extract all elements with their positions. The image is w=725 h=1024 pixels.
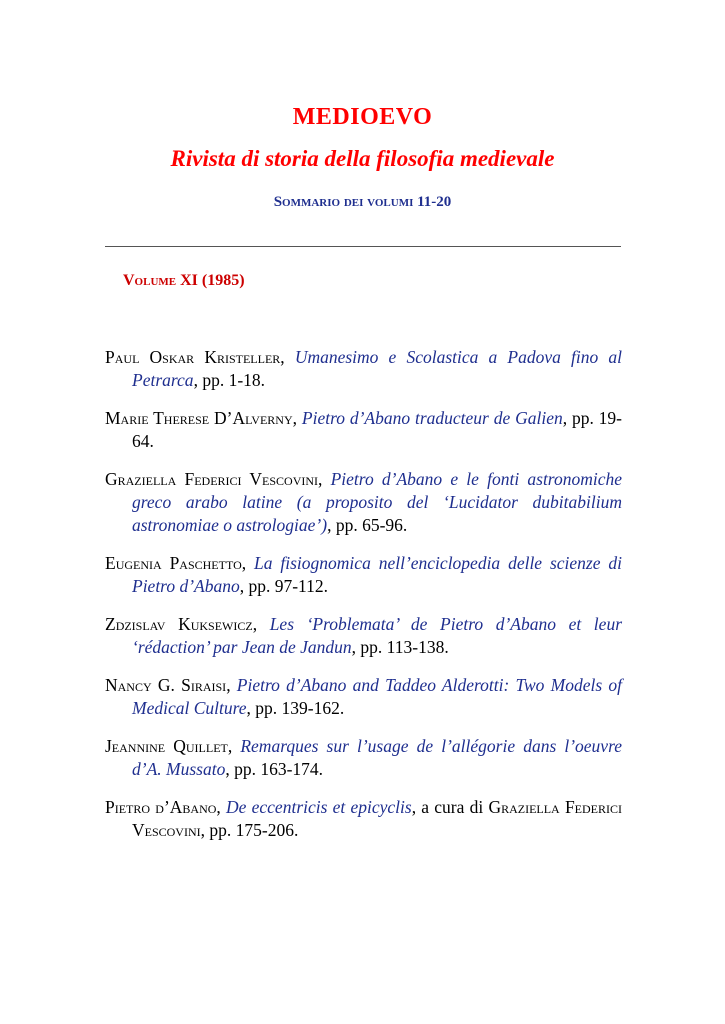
separator: , [280,347,295,367]
journal-subtitle: Rivista di storia della filosofia medievale [170,146,555,171]
separator: , [241,553,255,573]
article-pages: , pp. 19-64. [132,408,623,451]
article-pages: , pp. 97-112. [239,576,329,596]
article-edited-by: , a cura di [411,797,489,817]
article-entry [105,674,622,720]
article-author: Eugenia Paschetto [105,553,242,573]
article-author: Graziella Federici Vescovini [105,469,319,489]
article-pages: , pp. 113-138. [351,637,449,657]
separator: , [252,614,270,634]
article-entry [105,613,622,659]
separator: , [216,797,227,817]
article-pages: , pp. 175-206. [200,820,299,840]
article-title: De eccentricis et epicyclis [226,797,412,817]
article-entry [105,796,622,842]
article-pages: , pp. 139-162. [246,698,345,718]
article-author: Nancy G. Siraisi [105,675,227,695]
article-entry [105,407,622,453]
separator: , [226,675,237,695]
article-author: Pietro d’Abano [105,797,217,817]
volume-heading: Volume XI (1985) [123,272,245,289]
horizontal-rule [105,246,621,247]
article-title: La fisiognomica nell’enciclopedia delle scienze di Pietro d’Abano [132,553,622,596]
article-author: Jeannine Quillet [105,736,228,756]
article-title: Umanesimo e Scolastica a Padova fino al Petrarca [132,347,622,390]
article-entry [105,468,622,537]
article-title: Les ‘Problemata’ de Pietro d’Abano et leur ‘rédaction’ par Jean de Jandun [132,614,622,657]
article-title: Remarques sur l’usage de l’allégorie dans l’oeuvre d’A. Mussato [132,736,623,779]
article-title: Pietro d’Abano traducteur de Galien [301,408,563,428]
separator: , [318,469,331,489]
article-pages: , pp. 163-174. [225,759,324,779]
article-author: Marie Therese D’Alverny [105,408,293,428]
article-author: Paul Oskar Kristeller [105,347,281,367]
article-entry [105,346,622,392]
separator: , [292,408,302,428]
article-title: Pietro d’Abano and Taddeo Alderotti: Two Models of Medical Culture [132,675,622,718]
separator: , [227,736,241,756]
page-title: MEDIOEVO [292,104,433,130]
article-list [105,346,622,857]
article-pages: , pp. 65-96. [327,515,408,535]
article-entry [105,735,622,781]
article-editor: Graziella Federici Vescovini [132,797,623,840]
summary-title: Sommario dei volumi 11-20 [273,194,452,210]
article-title: Pietro d’Abano e le fonti astronomiche greco arabo latine (a proposito del ‘Lucidator dubitabilium astronomiae o astrologiae’) [132,469,622,535]
article-pages: , pp. 1-18. [193,370,266,390]
article-author: Zdzislav Kuksewicz [105,614,253,634]
article-entry [105,552,622,598]
